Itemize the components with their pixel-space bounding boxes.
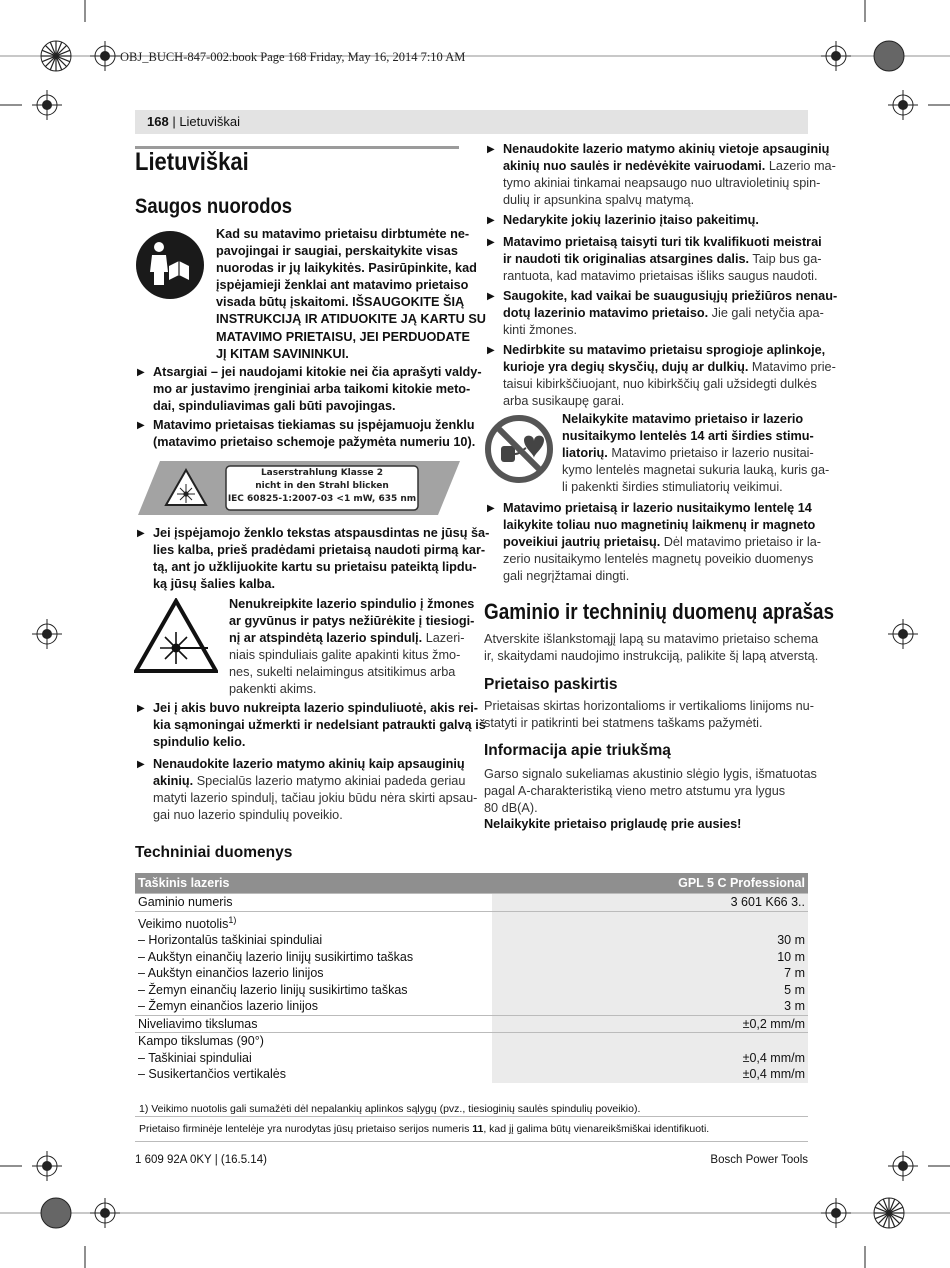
- spec-value: 30 m: [492, 932, 808, 949]
- col-right-header: GPL 5 C Professional: [492, 873, 808, 894]
- spec-value: [492, 911, 808, 932]
- arrow-icon: ▶: [487, 345, 495, 356]
- crosshair-icon: [32, 619, 62, 649]
- crosshair-icon: [821, 41, 851, 71]
- laser-warning-triangle-icon: [134, 598, 218, 674]
- print-header: OBJ_BUCH-847-002.book Page 168 Friday, May 16, 2014 7:10 AM: [120, 50, 466, 64]
- table-row: [135, 1066, 808, 1083]
- bullet-item: ▶ Matavimo prietaisą ir lazerio nusitaikymo lentelę 14 laikykite toliau nuo magnetinių laikmenų ir magneto poveikiui jautrių prietaisų. Dėl matavimo prietaiso ir la- zerio nusitaikymo lentelės magnetų poveikio duomenys gali negrįžtamai dingti.: [487, 501, 821, 584]
- product-text: Atverskite išlankstomąjį lapą su matavimo prietaiso schema ir, skaitydami naudojimo instrukciją, palikite šį lapą atverstą.: [484, 632, 819, 664]
- tech-table: [135, 873, 808, 1083]
- bullet-item: ▶ Nenaudokite lazerio matymo akinių vietoje apsauginių akinių nuo saulės ir nedėvėkite vairuodami. Lazerio ma- tymo akiniai tinkamai neapsaugo nuo ultravioletinių spin- dulių ir apsunkina spalvų matymą.: [487, 142, 836, 208]
- spec-label: – Aukštyn einančių lazerio linijų susikirtimo taškas: [138, 949, 414, 964]
- safety-intro: Kad su matavimo prietaisu dirbtumėte ne- pavojingai ir saugiai, perskaitykite visas nuorodas ir jų laikykitės. Pasirūpinkite, kad įspėjamieji ženklai ant matavimo prietaiso visada būtų įskaitomi. IŠSAUGOKITE ŠIĄ INSTRUKCIJĄ IR ATIDUOKITE JĄ KARTU SU MATAVIMO PRIETAISU, JEI PERDUODATE JĮ KITAM SAVININKUI.: [216, 227, 486, 361]
- spec-label: – Susikertančios vertikalės: [138, 1067, 286, 1082]
- crosshair-icon: [32, 90, 62, 120]
- spec-value: 7 m: [492, 965, 808, 982]
- table-header-row: [135, 873, 808, 894]
- crosshair-icon: [32, 1151, 62, 1181]
- noise-heading: Informacija apie triukšmą: [484, 742, 671, 759]
- crosshair-icon: [90, 41, 120, 71]
- page-title: Lietuviškai: [135, 148, 249, 176]
- table-row: [135, 894, 808, 912]
- spec-value: 10 m: [492, 949, 808, 966]
- bullet-item: ▶ Jei įspėjamojo ženklo tekstas atspausdintas ne jūsų ša- lies kalba, prieš pradėdami prietaisą naudoti pirmą kar- tą, ant jo užklijuokite kartu su prietaisu pateiktą lipdu- ką jūsų šalies kalba.: [137, 526, 490, 592]
- arrow-icon: ▶: [137, 528, 145, 539]
- footer-brand: Bosch Power Tools: [710, 1154, 808, 1166]
- footer-doc-number: 1 609 92A 0KY | (16.5.14): [135, 1154, 267, 1166]
- crosshair-icon: [90, 1198, 120, 1228]
- spec-value: ±0,4 mm/m: [492, 1066, 808, 1083]
- arrow-icon: ▶: [487, 503, 495, 514]
- crosshair-icon: [821, 1198, 851, 1228]
- table-row: [135, 932, 808, 949]
- spec-label: – Žemyn einančios lazerio linijos: [138, 999, 318, 1014]
- spec-label: – Žemyn einančių lazerio linijų susikirtimo taškas: [138, 982, 408, 997]
- noise-warning: Nelaikykite prietaiso priglaudę prie ausies!: [484, 817, 742, 831]
- spec-value: [492, 1033, 808, 1050]
- use-heading: Prietaiso paskirtis: [484, 676, 618, 693]
- table-row: [135, 965, 808, 982]
- table-row: [135, 1015, 808, 1033]
- crosshair-icon: [888, 619, 918, 649]
- arrow-icon: ▶: [137, 759, 145, 770]
- page-header-bar: 168 | Lietuviškai: [135, 110, 808, 134]
- arrow-icon: ▶: [137, 703, 145, 714]
- starburst-icon: [874, 1198, 904, 1228]
- arrow-icon: ▶: [487, 215, 495, 226]
- spec-label: Veikimo nuotolis$^{1)}$: [135, 911, 492, 932]
- spec-label: Kampo tikslumas (90°): [135, 1033, 492, 1050]
- product-heading: Gaminio ir techninių duomenų aprašas: [484, 599, 835, 624]
- bullet-item: ▶ Atsargiai – jei naudojami kitokie nei čia aprašyti valdy- mo ar justavimo įrenginiai arba taikomi kitokie meto- dai, spinduliavimas gali būti pavojingas.: [137, 365, 482, 414]
- gray-dot-icon: [874, 41, 904, 71]
- serial-note: Prietaiso firminėje lentelėje yra nurodytas jūsų prietaiso serijos numeris 11, kad jį galima būtų vienareikšmiškai identifikuoti.: [139, 1123, 710, 1135]
- tech-heading: Techniniai duomenys: [135, 844, 293, 861]
- col-left-header: Taškinis lazeris: [135, 873, 492, 894]
- crosshair-icon: [888, 1151, 918, 1181]
- arrow-icon: ▶: [137, 367, 145, 378]
- arrow-icon: ▶: [487, 291, 495, 302]
- label-text: Laserstrahlung Klasse 2 nicht in den Strahl blicken IEC 60825-1:2007-03 <1 mW, 635 nm: [227, 468, 417, 504]
- footnote-divider: [135, 1116, 808, 1117]
- spec-label: – Taškiniai spinduliai: [138, 1050, 252, 1065]
- table-row: [135, 949, 808, 966]
- noise-text: Garso signalo sukeliamas akustinio slėgio lygis, išmatuotas pagal A-charakteristiką vieno metro atstumu yra lygus 80 dB(A).: [484, 767, 817, 816]
- arrow-icon: ▶: [137, 420, 145, 431]
- table-row: [135, 911, 808, 932]
- spec-label: Niveliavimo tikslumas: [135, 1015, 492, 1033]
- bullet-item: ▶ Saugokite, kad vaikai be suaugusiųjų priežiūros nenau- dotų lazerinio matavimo prietaiso. Jie gali netyčia apa- kinti žmones.: [487, 289, 838, 338]
- spec-label: – Aukštyn einančios lazerio linijos: [138, 966, 324, 981]
- safety-heading: Saugos nuorodos: [135, 195, 293, 218]
- spec-label: Gaminio numeris: [135, 894, 492, 912]
- table-row: [135, 1033, 808, 1050]
- bullet-item: ▶ Jei į akis buvo nukreipta lazerio spinduliuotė, akis rei- kia sąmoningai užmerkti ir nedelsiant patraukti galvą iš spindulio kelio.: [137, 701, 486, 750]
- spec-value: 5 m: [492, 982, 808, 999]
- spec-value: ±0,4 mm/m: [492, 1050, 808, 1067]
- footnote-divider: [135, 1141, 808, 1142]
- crosshair-icon: [888, 90, 918, 120]
- arrow-icon: ▶: [487, 237, 495, 248]
- bullet-item: ▶ Matavimo prietaisą taisyti turi tik kvalifikuoti meistrai ir naudoti tik originalias atsargines dalis. Taip bus ga- rantuota, kad matavimo prietaisas išliks saugus naudoti.: [487, 235, 822, 284]
- arrow-icon: ▶: [487, 144, 495, 155]
- pacemaker-warning: Nelaikykite matavimo prietaiso ir lazerio nusitaikymo lentelės 14 arti širdies stimu- liatorių. Matavimo prietaiso ir lazerio nusitai- kymo lentelės magnetai sukuria lauką, kuris ga- li pakenkti širdies stimuliatorių veikimui.: [562, 412, 830, 495]
- gray-dot-icon: [41, 1198, 71, 1228]
- no-pacemaker-icon: [484, 414, 554, 484]
- starburst-icon: [41, 41, 71, 71]
- spec-value: 3 m: [492, 998, 808, 1015]
- page-number: 168: [147, 114, 169, 129]
- page-language: Lietuviškai: [179, 114, 241, 129]
- use-text: Prietaisas skirtas horizontalioms ir vertikalioms linijoms nu- statyti ir patikrinti bei statmens taškams pažymėti.: [484, 699, 814, 731]
- bullet-item: ▶ Nenaudokite lazerio matymo akinių kaip apsauginių akinių. Specialūs lazerio matymo akiniai padeda geriau matyti lazerio spindulį, tačiau jokiu būdu nėra skirti apsau- gai nuo lazerio spindulių poveikio.: [137, 757, 478, 823]
- laser-warning-text: Nenukreipkite lazerio spindulio į žmones ar gyvūnus ir patys nežiūrėkite į tiesiogi- nį ar atspindėtą lazerio spindulį. Lazeri- niais spinduliais galite apakinti kitus žmo- nes, sukelti nelaimingus atsitikimus arba pakenkti akims.: [229, 597, 475, 697]
- bullet-item: ▶ Matavimo prietaisas tiekiamas su įspėjamuoju ženklu (matavimo prietaiso schemoje pažymėta numeriu 10).: [137, 418, 476, 450]
- bullet-item: ▶ Nedarykite jokių lazerinio įtaiso pakeitimų.: [487, 212, 759, 229]
- footnote: 1) Veikimo nuotolis gali sumažėti dėl nepalankių aplinkos sąlygų (pvz., tiesioginių saulės spindulių poveikio).: [139, 1103, 641, 1115]
- table-row: [135, 1050, 808, 1067]
- table-row: [135, 982, 808, 999]
- spec-label: – Horizontalūs taškiniai spinduliai: [138, 933, 323, 948]
- spec-value: ±0,2 mm/m: [492, 1015, 808, 1033]
- read-manual-icon: [135, 230, 205, 300]
- bullet-item: ▶ Nedirbkite su matavimo prietaisu sprogioje aplinkoje, kurioje yra degių skysčių, dujų ar dulkių. Matavimo prie- taisui kibirkščiuojant, nuo kibirkščių gali užsidegti dulkės arba susikaupę garai.: [487, 343, 836, 409]
- spec-value: 3 601 K66 3..: [492, 894, 808, 912]
- table-row: [135, 998, 808, 1015]
